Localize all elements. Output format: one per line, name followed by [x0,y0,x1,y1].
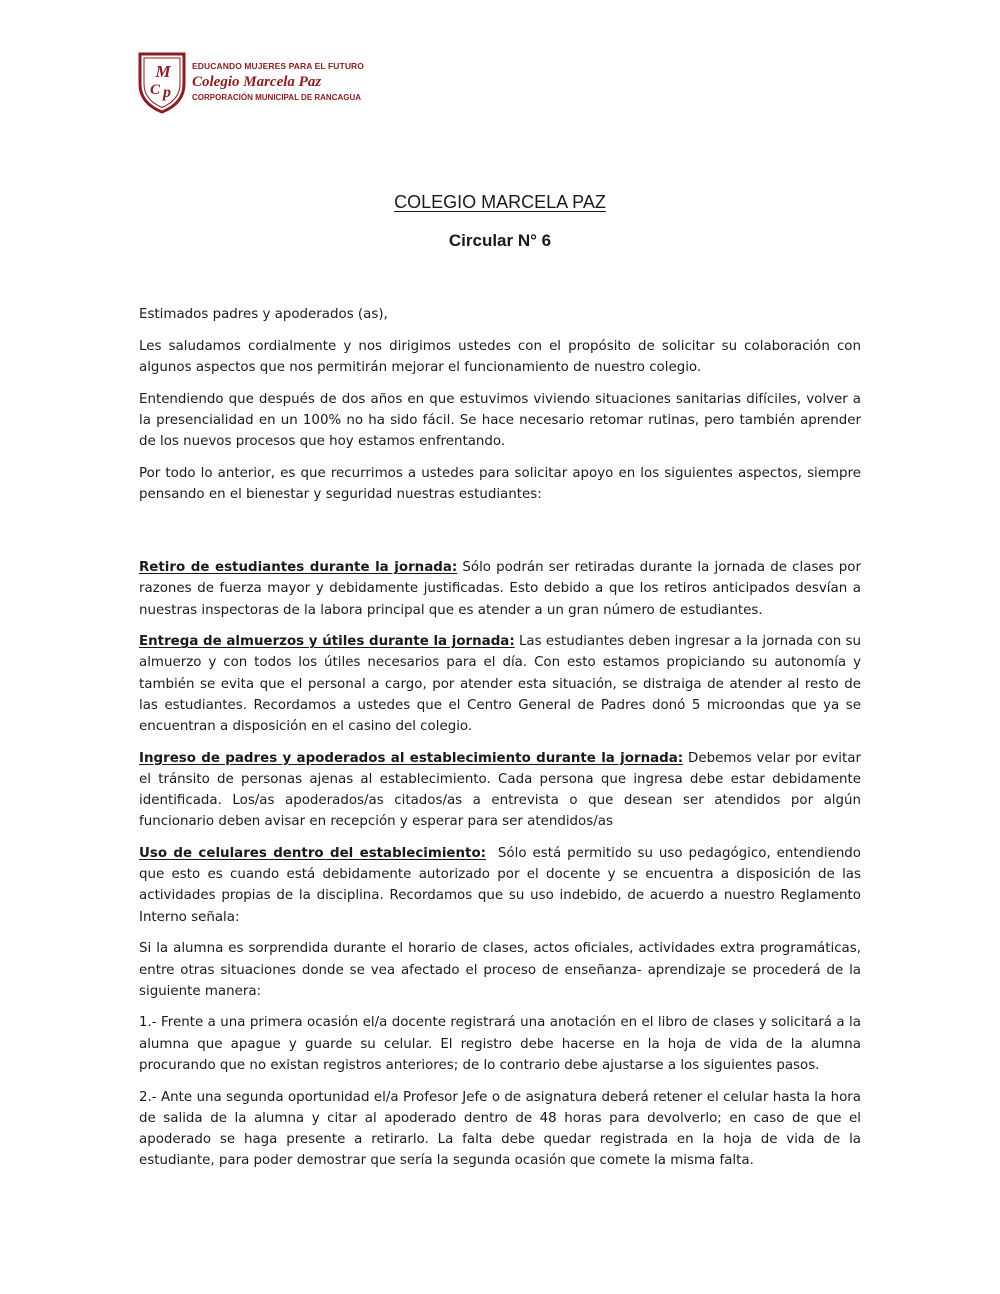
logo-text [192,50,364,114]
rule-step-1: 1.- Frente a una primera ocasión el/a docente registrará una anotación en el libro de clases y solicitará a la alumna que apague y guarde su celular. El registro debe hacerse en la hoja de vida de la alumna procurando que no existan registros anteriores; de lo contrario debe ajustarse a los siguientes pasos. [139,1015,861,1073]
document-subtitle: Circular N° 6 [448,231,552,250]
svg-text:M: M [155,62,171,81]
section-text: Sólo está permitido su uso pedagógico, entendiendo que esto es cuando está debidamente autorizado por el docente y se encuentra a disposición de las actividades propias de la disciplina. Recordamos que su uso indebido, de acuerdo a nuestro Reglamento Interno señala: [139,846,866,925]
section-heading: Retiro de estudiantes durante la jornada: [139,560,458,576]
section-retiro [139,557,861,621]
rule-step-2: 2.- Ante una segunda oportunidad el/a Profesor Jefe o de asignatura deberá retener el celular hasta la hora de salida de la alumna y citar al apoderado dentro de 48 horas para devolverlo; en caso de que el apoderado se haga presente a retirarlo. La falta debe quedar registrada en la hoja de vida de la estudiante, para poder demostrar que sería la segunda ocasión que comete la misma falta. [139,1089,861,1169]
document-title: COLEGIO MARCELA PAZ [394,192,606,212]
logo-corporation: CORPORACIÓN MUNICIPAL DE RANCAGUA [192,93,362,102]
intro-paragraph: Les saludamos cordialmente y nos dirigimos ustedes con el propósito de solicitar su colaboración con algunos aspectos que nos permitirán mejorar el funcionamiento de nuestro colegio. [139,338,861,375]
section-text: Las estudiantes deben ingresar a la jornada con su almuerzo y con todos los útiles necesarios para el día. Con esto estamos propiciando su autonomía y también se evita que el personal a cargo, por atender esta situación, se distraiga de atender al resto de las estudiantes. Recordamos a ustedes que el Centro General de Padres donó 5 microondas que ya se encuentran a disposición en el casino del colegio. [139,634,861,735]
section-heading: Entrega de almuerzos y útiles durante la jornada: [139,634,515,650]
section-almuerzos [139,631,861,737]
greeting: Estimados padres y apoderados (as), [139,307,388,322]
section-heading: Uso de celulares dentro del establecimiento: [139,846,486,862]
section-text: Sólo podrán ser retiradas durante la jornada de clases por razones de fuerza mayor y debidamente justificadas. Esto debido a que los retiros anticipados desvían a nuestras inspectoras de la labora principal que es atender a un gran número de estudiantes. [139,560,861,618]
section-heading: Ingreso de padres y apoderados al establecimiento durante la jornada: [139,750,684,766]
section-ingreso [139,748,861,833]
request-paragraph: Por todo lo anterior, es que recurrimos a ustedes para solicitar apoyo en los siguientes aspectos, siempre pensando en el bienestar y seguridad nuestras estudiantes: [139,465,861,502]
svg-text:p: p [163,84,171,101]
svg-text:C: C [149,82,161,98]
section-celulares [139,843,866,928]
school-seal-icon [136,50,188,114]
document-body [139,304,866,1182]
section-text: Debemos velar por evitar el tránsito de personas ajenas al establecimiento. Cada persona que ingresa debe estar debidamente identificada. Los/as apoderados/as citados/as a entrevista o que desean ser atendidos por algún funcionario deben avisar en recepción y esperar para ser atendidos/as [139,750,861,830]
school-logo [136,50,364,114]
context-paragraph: Entendiendo que después de dos años en que estuvimos viviendo situaciones sanitarias difíciles, volver a la presencialidad en un 100% no ha sido fácil. Se hace necesario retomar rutinas, pero también aprender de los nuevos procesos que hoy estamos enfrentando. [139,391,861,450]
rule-intro-paragraph: Si la alumna es sorprendida durante el horario de clases, actos oficiales, actividades extra programáticas, entre otras situaciones donde se vea afectado el proceso de enseñanza- aprendizaje se procederá de la siguiente manera: [139,941,861,999]
logo-tagline: EDUCANDO MUJERES PARA EL FUTURO [192,61,365,71]
logo-school-name: Colegio Marcela Paz [192,74,322,90]
